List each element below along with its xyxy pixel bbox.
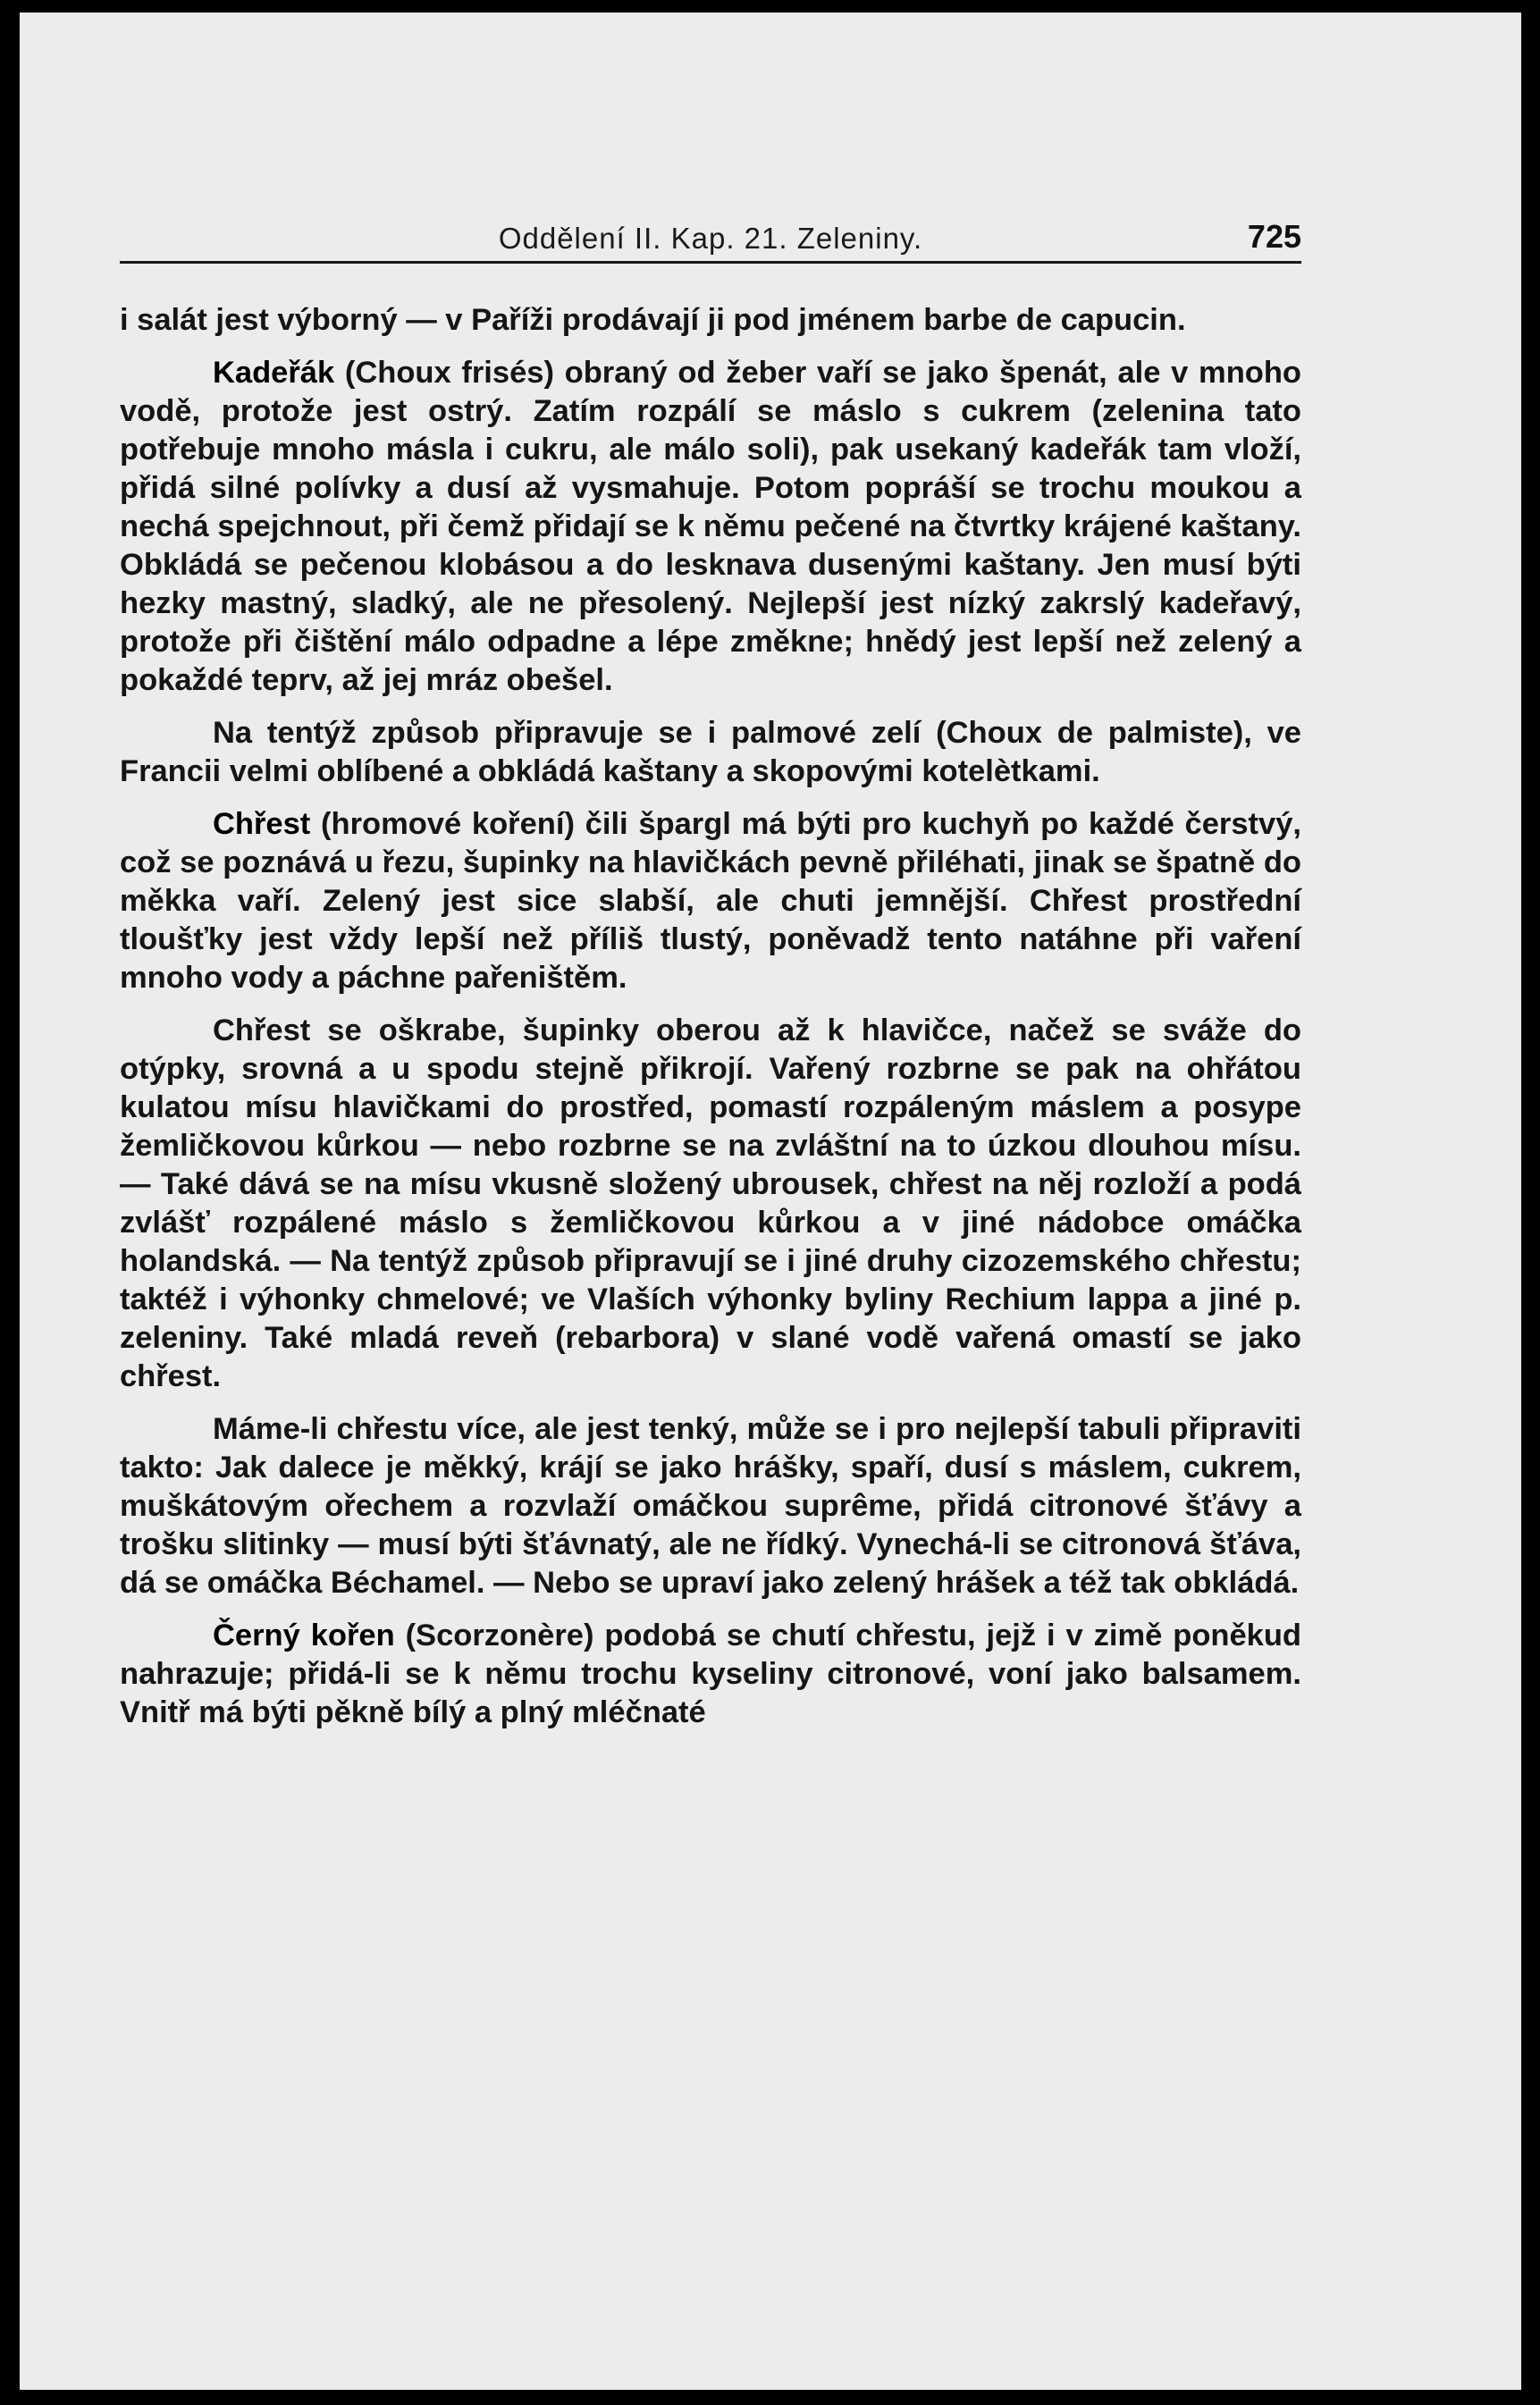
paragraph-chrest-priprava xyxy=(120,1012,1301,1396)
paragraph-text: Na tentýž způsob připravuje se i palmové zelí (Choux de palmiste), ve Francii velmi oblíbené a obkládá kaštany a skopovými kotelètkami. xyxy=(120,716,1301,788)
paragraph-text: (Choux frisés) obraný od žeber vaří se jako špenát, ale v mnoho vodě, protože jest ostrý. Zatím rozpálí se máslo s cukrem (zelenina tato potřebuje mnoho másla i cukru, ale málo soli), pak usekaný kadeřák tam vloží, přidá silné polívky a dusí až vysmahuje. Potom popráší se trochu moukou a nechá spejchnout, při čemž přidají se k němu pečené na čtvrtky krájené kaštany. Obkládá se pečenou klobásou a do lesknava dusenými kaštany. Jen musí býti hezky mastný, sladký, ale ne přesolený. Nejlepší jest nízký zakrslý kadeřavý, protože při čištění málo odpadne a lépe změkne; hnědý jest lepší než zelený a pokaždé teprv, až jej mráz obešel. xyxy=(120,356,1301,697)
paragraph-text: Chřest se oškrabe, šupinky oberou až k hlavičce, načež se sváže do otýpky, srovná a u spodu stejně přikrojí. Vařený rozbrne se pak na ohřátou kulatou mísu hlavičkami do prostřed, pomastí rozpáleným máslem a posype žemličkovou kůrkou — nebo rozbrne se na zvláštní na to úzkou dlouhou mísu. — Také dává se na mísu vkusně složený ubrousek, chřest na něj rozloží a podá zvlášť rozpálené máslo s žemličkovou kůrkou a v jiné nádobce omáčka holandská. — Na tentýž způsob připravují se i jiné druhy cizozemského chřestu; taktéž i výhonky chmelové; ve Vlaších výhonky byliny Rechium lappa a jiné p. zeleniny. Také mladá reveň (rebarbora) v slané vodě vařená omastí se jako chřest. xyxy=(120,1013,1301,1393)
paragraph-kaderak xyxy=(120,354,1301,700)
scanned-page xyxy=(20,13,1521,2390)
paragraph-term: Kadeřák xyxy=(213,356,335,390)
paragraph-term: Chřest xyxy=(213,807,311,841)
paragraph-tenky-chrest xyxy=(120,1410,1301,1602)
paragraph-text: (hromové koření) čili špargl má býti pro kuchyň po každé čerstvý, což se poznává u řezu, šupinky na hlavičkách pevně přiléhati, jinak se špatně do měkka vaří. Zelený jest sice slabší, ale chuti jemnější. Chřest prostřední tloušťky jest vždy lepší než příliš tlustý, poněvadž tento natáhne při vaření mnoho vody a páchne pařeništěm. xyxy=(120,807,1301,995)
paragraph-term: Černý kořen xyxy=(213,1619,395,1652)
paragraph-text: (Scorzonère) podobá se chutí chřestu, jejž i v zimě poněkud nahrazuje; přidá-li se k němu trochu kyseliny citronové, voní jako balsamem. Vnitř má býti pěkně bílý a plný mléčnaté xyxy=(120,1619,1301,1729)
running-header xyxy=(120,207,1301,264)
page-content xyxy=(120,207,1301,1746)
paragraph-chrest xyxy=(120,805,1301,997)
paragraph-cerny-koren xyxy=(120,1617,1301,1732)
paragraph-salat xyxy=(120,301,1301,340)
page-number: 725 xyxy=(1247,218,1301,255)
paragraph-text: Máme-li chřestu více, ale jest tenký, může se i pro nejlepší tabuli připraviti takto: Jak dalece je měkký, krájí se jako hrášky, spaří, dusí s máslem, cukrem, muškátovým ořechem a rozvlaží omáčkou suprême, přidá citronové šťávy a trošku slitinky — musí býti šťávnatý, ale ne řídký. Vynechá-li se citronová šťáva, dá se omáčka Béchamel. — Nebo se upraví jako zelený hrášek a též tak obkládá. xyxy=(120,1412,1301,1600)
header-title: Oddělení II. Kap. 21. Zeleniny. xyxy=(498,222,923,255)
paragraph-text: i salát jest výborný — v Paříži prodávají ji pod jménem barbe de capucin. xyxy=(120,303,1186,337)
paragraph-palmove-zeli xyxy=(120,714,1301,791)
